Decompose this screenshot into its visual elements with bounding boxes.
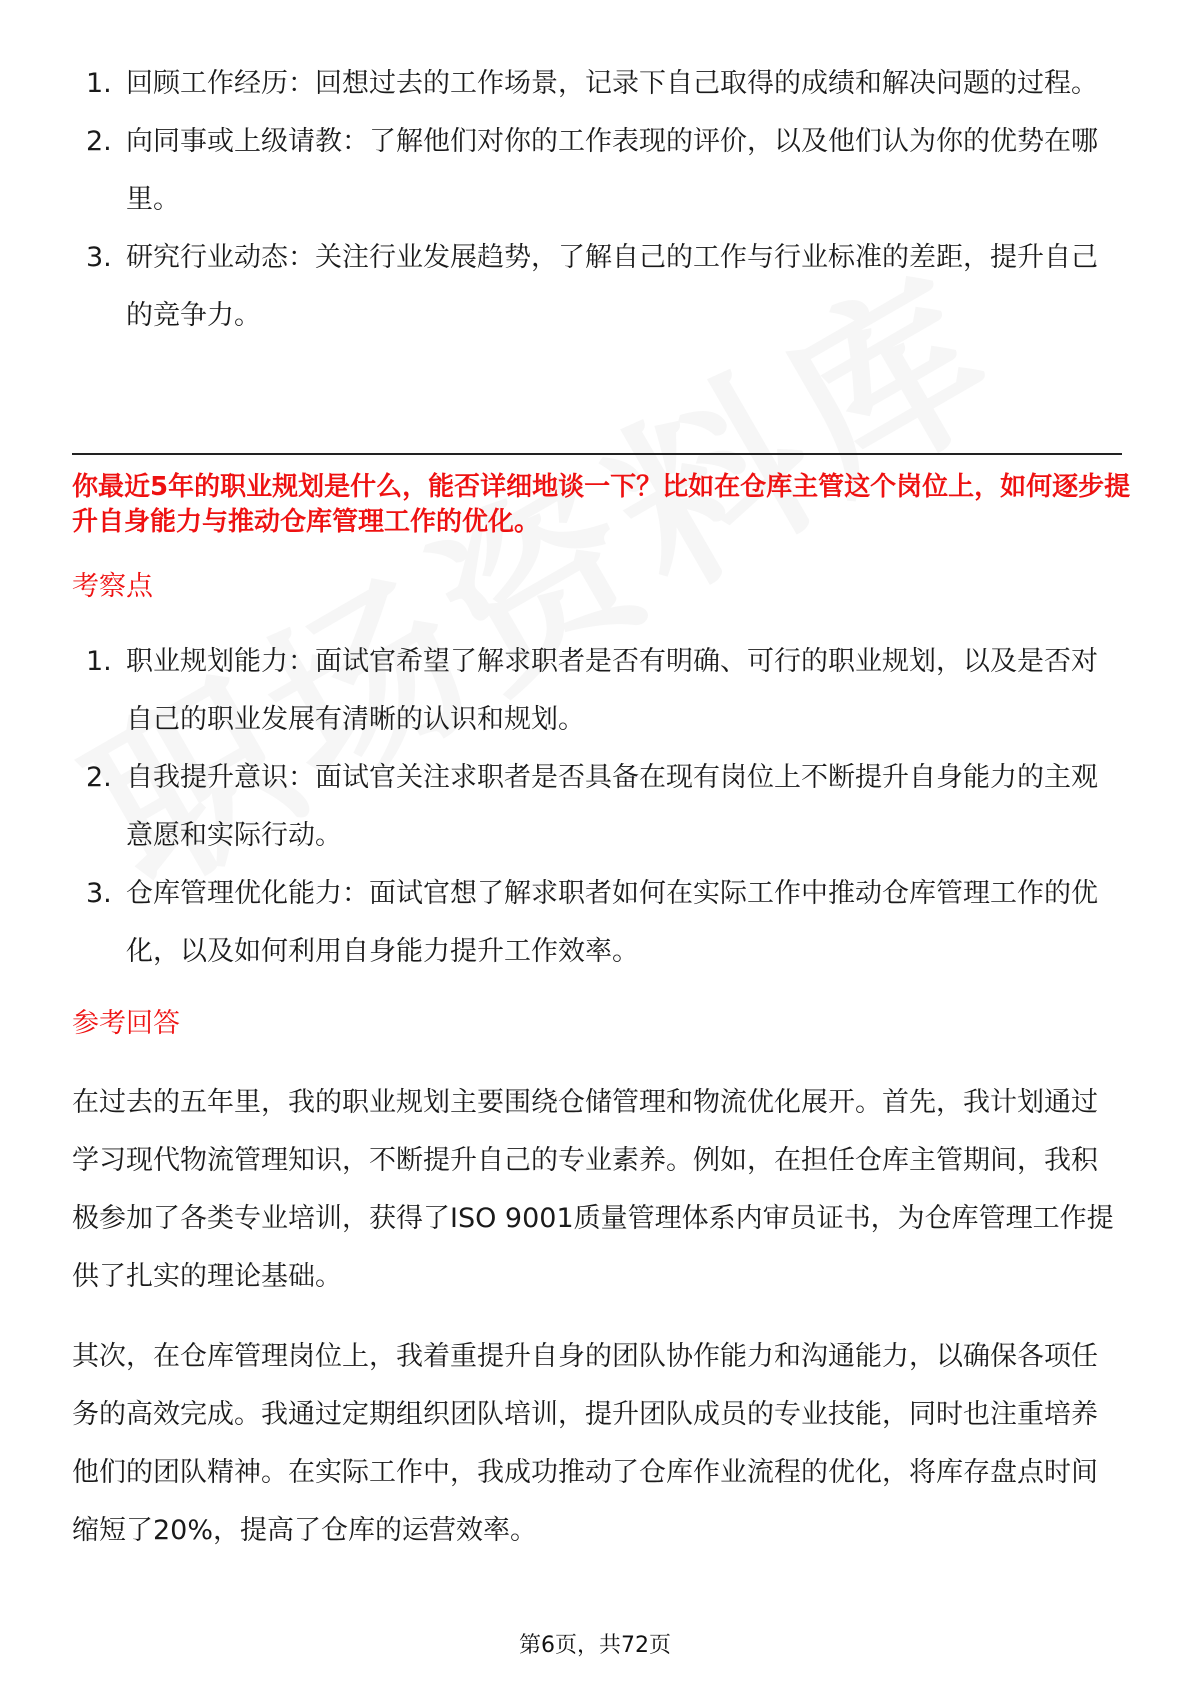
list-item-text: 自我提升意识：面试官关注求职者是否具备在现有岗位上不断提升自身能力的主观意愿和实际行动。 [126,762,1098,851]
interview-question: 你最近5年的职业规划是什么，能否详细地谈一下？比如在仓库主管这个岗位上，如何逐步提升自身能力与推动仓库管理工作的优化。 [72,472,1131,537]
list-item-text: 仓库管理优化能力：面试官想了解求职者如何在实际工作中推动仓库管理工作的优化，以及如何利用自身能力提升工作效率。 [126,878,1098,967]
reference-answer-heading: 参考回答 [72,1008,180,1039]
list-item-number: 2. [86,762,112,793]
list-item-number: 1. [86,68,112,99]
answer-paragraph: 其次，在仓库管理岗位上，我着重提升自身的团队协作能力和沟通能力，以确保各项任务的高效完成。我通过定期组织团队培训，提升团队成员的专业技能，同时也注重培养他们的团队精神。在实际工作中，我成功推动了仓库作业流程的优化，将库存盘点时间缩短了20%，提高了仓库的运营效率。 [72,1341,1098,1546]
list-item-number: 2. [86,126,112,157]
list-item-number: 3. [86,242,112,273]
list-item-text: 职业规划能力：面试官希望了解求职者是否有明确、可行的职业规划，以及是否对自己的职业发展有清晰的认识和规划。 [126,646,1098,735]
list-item-text: 向同事或上级请教：了解他们对你的工作表现的评价，以及他们认为你的优势在哪里。 [126,126,1098,215]
list-item [72,633,1122,749]
list-item [72,749,1122,865]
list-item-text: 研究行业动态：关注行业发展趋势，了解自己的工作与行业标准的差距，提升自己的竞争力。 [126,242,1098,331]
list-item-text: 回顾工作经历：回想过去的工作场景，记录下自己取得的成绩和解决问题的过程。 [126,68,1098,99]
page-number-footer: 第6页，共72页 [519,1633,671,1658]
assessment-points-list [72,633,1122,981]
list-item [72,55,1122,113]
list-item [72,229,1122,345]
list-item [72,113,1122,229]
section-divider [72,453,1122,455]
list-item [72,865,1122,981]
list-item-number: 1. [86,646,112,677]
answer-paragraph: 在过去的五年里，我的职业规划主要围绕仓储管理和物流优化展开。首先，我计划通过学习现代物流管理知识，不断提升自己的专业素养。例如，在担任仓库主管期间，我积极参加了各类专业培训，获得了ISO 9001质量管理体系内审员证书，为仓库管理工作提供了扎实的理论基础。 [72,1087,1114,1292]
assessment-points-heading: 考察点 [72,571,153,602]
list-item-number: 3. [86,878,112,909]
top-ordered-list [72,55,1122,345]
